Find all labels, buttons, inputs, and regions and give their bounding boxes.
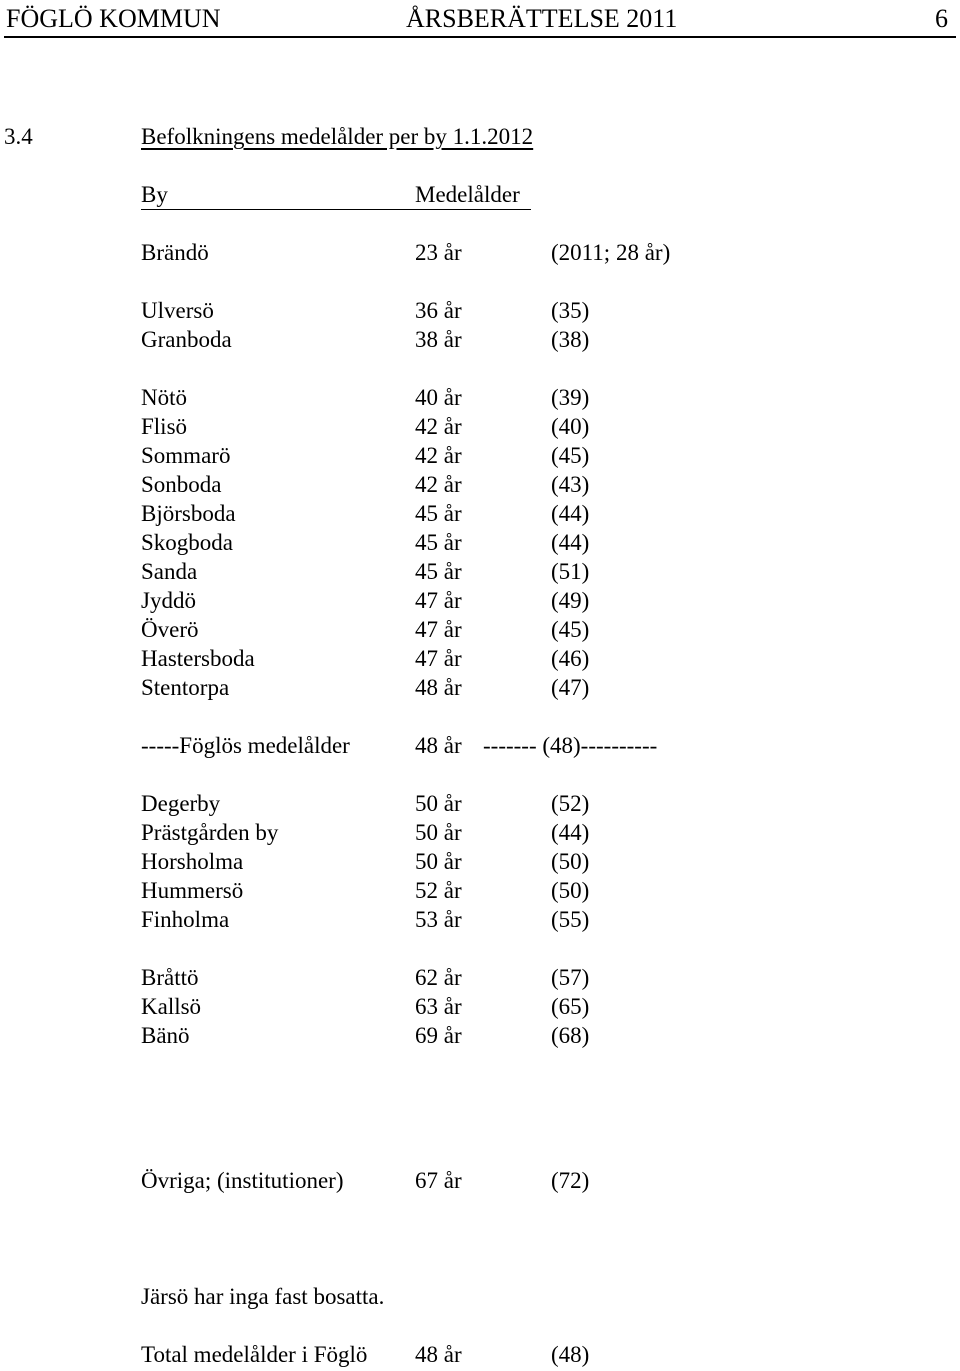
village-prev-age: (39) [551, 385, 590, 410]
village-name: Bråttö [141, 965, 199, 990]
village-name: Finholma [141, 907, 230, 932]
village-prev-age: (50) [551, 849, 590, 874]
village-age: 42 år [415, 443, 462, 468]
village-name: Kallsö [141, 994, 202, 1019]
village-name: Bänö [141, 1023, 190, 1048]
total-prev-age: (48) [551, 1342, 590, 1367]
village-age: 42 år [415, 414, 462, 439]
village-prev-age: (51) [551, 559, 590, 584]
village-age: 36 år [415, 298, 462, 323]
village-name: Björsboda [141, 501, 236, 526]
section-number: 3.4 [4, 124, 33, 149]
village-prev-age: (44) [551, 501, 590, 526]
village-name: Jyddö [141, 588, 196, 613]
village-age: 48 år [415, 675, 462, 700]
village-age: 40 år [415, 385, 462, 410]
village-name: Prästgården by [141, 820, 279, 845]
village-name: Nötö [141, 385, 187, 410]
village-name: Brändö [141, 240, 209, 265]
village-name: Granboda [141, 327, 232, 352]
others-label: Övriga; (institutioner) [141, 1168, 344, 1193]
column-header-average-age: Medelålder [415, 182, 520, 207]
village-name: Hummersö [141, 878, 244, 903]
village-prev-age: (65) [551, 994, 590, 1019]
village-name: Överö [141, 617, 199, 642]
village-prev-age: (46) [551, 646, 590, 671]
village-prev-age: (68) [551, 1023, 590, 1048]
village-prev-age: (50) [551, 878, 590, 903]
page-header [4, 2, 956, 38]
village-age: 47 år [415, 646, 462, 671]
village-prev-age: (44) [551, 820, 590, 845]
village-age: 69 år [415, 1023, 462, 1048]
village-age: 50 år [415, 791, 462, 816]
village-age: 53 år [415, 907, 462, 932]
header-municipality: FÖGLÖ KOMMUN [6, 4, 221, 33]
village-name: Horsholma [141, 849, 244, 874]
village-name: Degerby [141, 791, 221, 816]
others-age: 67 år [415, 1168, 462, 1193]
village-age: 50 år [415, 820, 462, 845]
average-label: -----Föglös medelålder [141, 733, 350, 758]
village-age: 62 år [415, 965, 462, 990]
village-name: Sonboda [141, 472, 222, 497]
village-age: 45 år [415, 501, 462, 526]
village-age: 50 år [415, 849, 462, 874]
table-column-headers [141, 181, 531, 210]
village-name: Stentorpa [141, 675, 230, 700]
village-prev-age: (38) [551, 327, 590, 352]
village-age: 45 år [415, 530, 462, 555]
section-title: Befolkningens medelålder per by 1.1.2012 [141, 124, 534, 149]
total-label: Total medelålder i Föglö [141, 1342, 368, 1367]
village-name: Hastersboda [141, 646, 255, 671]
village-prev-age: (49) [551, 588, 590, 613]
village-name: Ulversö [141, 298, 214, 323]
village-age: 45 år [415, 559, 462, 584]
village-age: 42 år [415, 472, 462, 497]
village-prev-age: (55) [551, 907, 590, 932]
village-age: 52 år [415, 878, 462, 903]
village-prev-age: (40) [551, 414, 590, 439]
village-prev-age: (45) [551, 443, 590, 468]
village-name: Sommarö [141, 443, 231, 468]
village-age: 47 år [415, 617, 462, 642]
total-age: 48 år [415, 1342, 462, 1367]
column-header-village: By [141, 182, 168, 207]
village-age: 23 år [415, 240, 462, 265]
village-prev-age: (43) [551, 472, 590, 497]
village-prev-age: (44) [551, 530, 590, 555]
village-prev-age: (35) [551, 298, 590, 323]
village-prev-age: (45) [551, 617, 590, 642]
village-prev-age: (47) [551, 675, 590, 700]
village-name: Sanda [141, 559, 198, 584]
header-report-title: ÅRSBERÄTTELSE 2011 [406, 4, 678, 33]
village-name: Flisö [141, 414, 188, 439]
village-prev-age: (2011; 28 år) [551, 240, 671, 265]
village-age: 38 år [415, 327, 462, 352]
village-age: 47 år [415, 588, 462, 613]
average-prev-age: ------- (48)---------- [483, 733, 658, 758]
village-name: Skogboda [141, 530, 233, 555]
others-prev-age: (72) [551, 1168, 590, 1193]
average-age: 48 år [415, 733, 462, 758]
village-prev-age: (52) [551, 791, 590, 816]
village-age: 63 år [415, 994, 462, 1019]
jarso-note: Järsö har inga fast bosatta. [141, 1284, 385, 1309]
village-prev-age: (57) [551, 965, 590, 990]
header-page-number: 6 [935, 4, 948, 33]
